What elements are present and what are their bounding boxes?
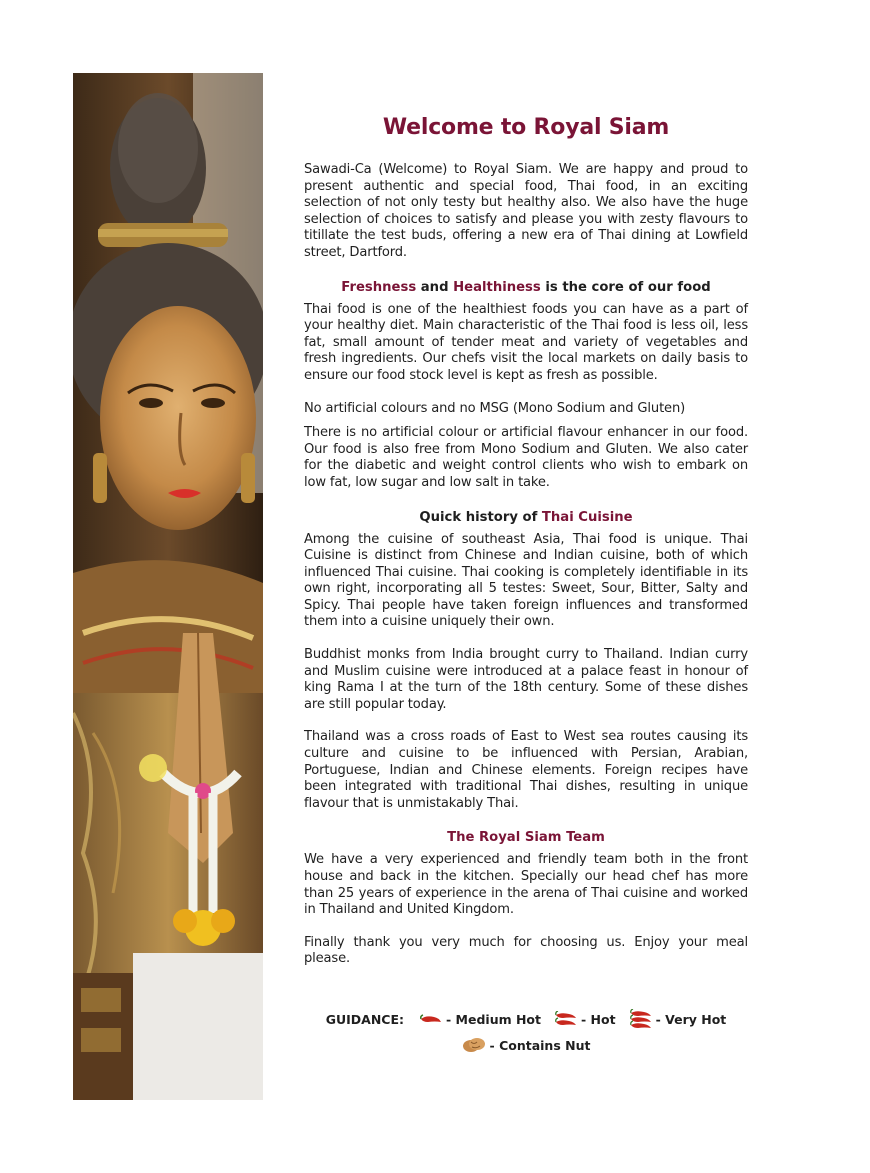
main-content bbox=[304, 115, 748, 968]
spice-guidance bbox=[304, 1008, 748, 1056]
freshness-heading bbox=[304, 280, 748, 295]
contains-nut-legend bbox=[462, 1036, 591, 1054]
hot-legend bbox=[555, 1011, 616, 1027]
freshness-heading-and: and bbox=[416, 279, 454, 295]
very-hot-legend bbox=[630, 1009, 727, 1029]
history-heading-prefix: Quick history of bbox=[419, 509, 542, 525]
chili-icon bbox=[420, 1013, 442, 1025]
history-paragraph-3: Thailand was a cross roads of East to West sea routes causing its culture and cuisine to be influenced with Persian, Arabian, Portuguese, Indian and Chinese elements. Foreign recipes have been integrated with traditional Thai dishes, resulting in unique flavour that is unmistakably Thai. bbox=[304, 729, 748, 811]
statue-photo bbox=[73, 73, 263, 1100]
team-heading: The Royal Siam Team bbox=[447, 830, 605, 846]
history-paragraph-2: Buddhist monks from India brought curry to Thailand. Indian curry and Muslim cuisine were introduced at a palace feast in honour of king Rama I at the turn of the 18th century. Some of these dishes are still popular today. bbox=[304, 647, 748, 712]
freshness-heading-rest: is the core of our food bbox=[540, 279, 711, 295]
team-paragraph: We have a very experienced and friendly team both in the front house and back in the kitchen. Specially our head chef has more than 25 years of experience in the arena of Thai cuisine and worked in Thailand and United Kingdom. bbox=[304, 852, 748, 918]
nut-icon bbox=[462, 1036, 486, 1054]
guidance-label: GUIDANCE: bbox=[325, 1011, 404, 1027]
page-title: Welcome to Royal Siam bbox=[382, 115, 670, 140]
no-msg-subheading: No artificial colours and no MSG (Mono Sodium and Gluten) bbox=[304, 400, 686, 416]
history-heading-accent: Thai Cuisine bbox=[541, 509, 633, 525]
guidance-row-nut bbox=[304, 1034, 748, 1056]
intro-paragraph: Sawadi-Ca (Welcome) to Royal Siam. We are happy and proud to present authentic and special food, Thai food, in an exciting selection of not only testy but healthy also. We also have the huge selection of choices to satisfy and please you with zesty flavours to titillate the test buds, offering a new era of Thai dining at Lowfield street, Dartford. bbox=[304, 162, 748, 260]
no-msg-paragraph: There is no artificial colour or artificial flavour enhancer in our food. Our food is also free from Mono Sodium and Gluten. We also cater for the diabetic and weight control clients who wish to embark on low fat, low sugar and low salt in take. bbox=[304, 425, 748, 490]
healthiness-heading-word: Healthiness bbox=[453, 279, 541, 295]
chili-icon bbox=[630, 1009, 652, 1029]
guidance-row-spice bbox=[304, 1008, 748, 1030]
history-heading bbox=[304, 510, 748, 525]
hot-label: - Hot bbox=[581, 1011, 616, 1027]
thank-you-paragraph: Finally thank you very much for choosing us. Enjoy your meal please. bbox=[304, 934, 748, 967]
very-hot-label: - Very Hot bbox=[655, 1011, 727, 1027]
medium-hot-label: - Medium Hot bbox=[446, 1011, 541, 1027]
medium-hot-legend bbox=[420, 1012, 541, 1027]
contains-nut-label: - Contains Nut bbox=[489, 1037, 591, 1053]
freshness-paragraph: Thai food is one of the healthiest foods you can have as a part of your healthy diet. Main characteristic of the Thai food is less oil, less fat, small amount of tender meat and variety of vegetables and fresh ingredients. Our chefs visit the local markets on daily basis to ensure our food stock level is kept as fresh as possible. bbox=[304, 301, 748, 383]
history-paragraph-1: Among the cuisine of southeast Asia, Thai food is unique. Thai Cuisine is distinct from Chinese and Indian cuisine, both of which influenced Thai cuisine. Thai cooking is completely identifiable in its own right, incorporating all 5 testes: Sweet, Sour, Bitter, Salty and Spicy. Thai people have taken foreign influences and transformed them into a cuisine uniquely their own. bbox=[304, 531, 748, 630]
freshness-heading-word: Freshness bbox=[341, 279, 417, 295]
chili-icon bbox=[555, 1011, 577, 1027]
